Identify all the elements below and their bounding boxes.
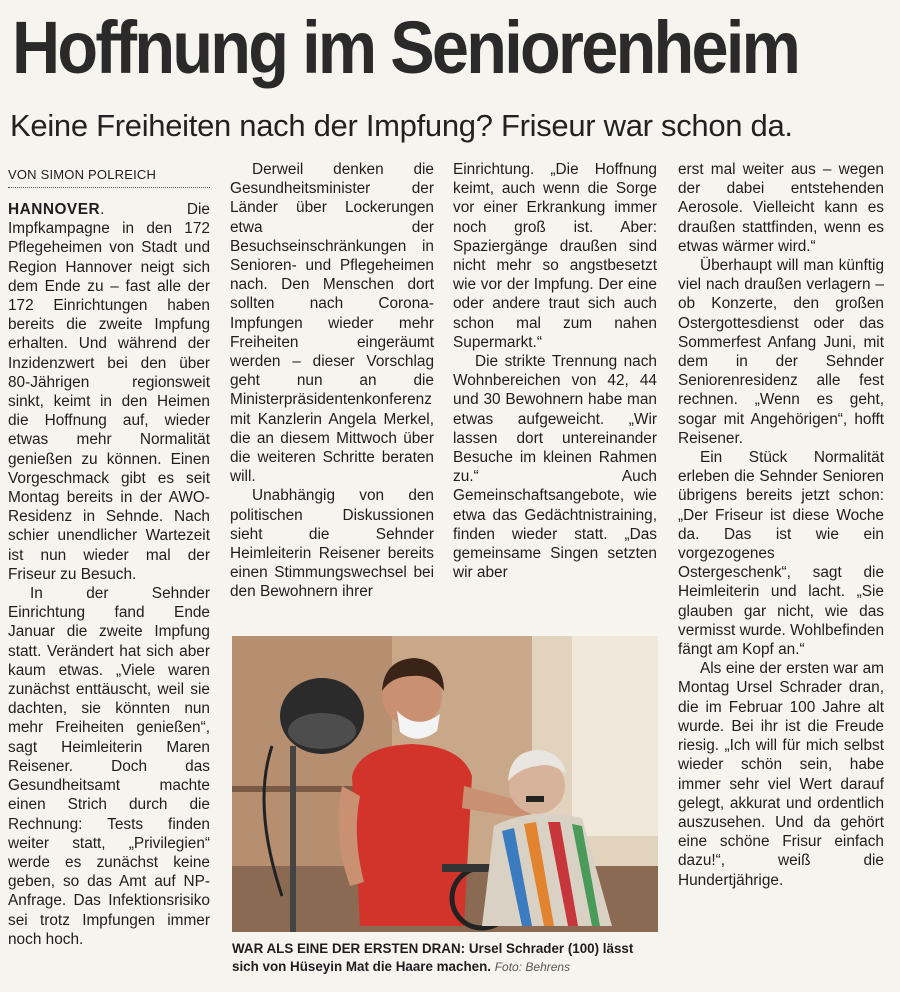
article-paragraph: Derweil denken die Gesundheitsminister der Länder über Lockerungen etwa der Besuchseinschränkungen in Senioren- und Pflegeheimen nach. Den Menschen dort sollten nach Corona-Impfungen wieder mehr Freiheiten eingeräumt werden – dieser Vorschlag geht nun an die Ministerpräsidentenkonferenz mit Kanzlerin Angela Merkel, die an diesem Mittwoch über die weiteren Schritte beraten will. xyxy=(230,161,434,486)
article-column-3 xyxy=(453,160,657,582)
caption-text: Ursel Schrader (100) lässt sich von Hüseyin Mat die Haare machen. xyxy=(232,941,634,974)
article-paragraph: Unabhängig von den politischen Diskussionen sieht die Sehnder Heimleiterin Reisener bereits einen Stimmungswechsel bei den Bewohnern ihrer xyxy=(230,487,434,601)
byline: VON SIMON POLREICH xyxy=(8,166,210,188)
article-photo xyxy=(232,636,658,932)
photo-caption xyxy=(232,940,662,976)
article-column-1 xyxy=(8,160,210,949)
dateline: HANNOVER xyxy=(8,201,101,218)
headline: Hoffnung im Seniorenheim xyxy=(12,6,799,89)
caption-lead: WAR ALS EINE DER ERSTEN DRAN: xyxy=(232,941,466,956)
article-paragraph xyxy=(8,200,210,584)
article-paragraph: Die strikte Trennung nach Wohnbereichen von 42, 44 und 30 Bewohnern habe man etwas aufgeweicht. „Wir lassen dort untereinander Besuche im kleinen Rahmen zu.“ Auch Gemeinschaftsangebote, wie etwa das Gedächtnistraining, finden wieder statt. „Das gemeinsame Singen setzten wir aber xyxy=(453,353,657,582)
article-paragraph: Überhaupt will man künftig viel nach draußen verlagern – ob Konzerte, den großen Ostergottesdienst oder das Sommerfest Anfang Juni, mit dem in der Sehnder Seniorenresidenz alle fest rechnen. „Wenn es geht, sogar mit Angehörigen“, hofft Reisener. xyxy=(678,257,884,447)
article-column-4 xyxy=(678,160,884,890)
paragraph-text: . Die Impfkampagne in den 172 Pflegeheimen von Stadt und Region Hannover neigt sich dem Ende zu – fast alle der 172 Einrichtungen haben bereits die zweite Impfung erhalten. Und während der Inzidenzwert bei den über 80-Jährigen regionsweit sinkt, keimt in den Heimen die Hoffnung auf, wieder etwas mehr Normalität genießen zu können. Einen Vorgeschmack gibt es seit Montag bereits in der AWO-Residenz in Sehnde. Nach schier unendlicher Wartezeit ist nun wieder mal der Friseur zu Besuch. xyxy=(8,201,210,583)
article-paragraph: Einrichtung. „Die Hoffnung keimt, auch wenn die Sorge vor einer Erkrankung immer noch groß ist. Aber: Spaziergänge draußen sind nicht mehr so angstbesetzt wie vor der Impfung. Der eine oder andere traut sich auch schon mal zum nahen Supermarkt.“ xyxy=(453,161,657,351)
subheadline: Keine Freiheiten nach der Impfung? Friseur war schon da. xyxy=(10,108,793,143)
photo-credit: Foto: Behrens xyxy=(494,960,571,974)
article-paragraph: Als eine der ersten war am Montag Ursel Schrader dran, die im Februar 100 Jahre alt wurde. Bei ihr ist die Freude riesig. „Ich will für mich selbst wieder schön sein, habe immer sehr viel Wert darauf gelegt, akkurat und ordentlich auszusehen. Und da gehört eine schöne Frisur einfach dazu!“, weiß die Hundertjährige. xyxy=(678,660,884,889)
article-paragraph: erst mal weiter aus – wegen der dabei entstehenden Aerosole. Vielleicht kann es draußen stattfinden, wenn es etwas wärmer wird.“ xyxy=(678,161,884,255)
photo-hairdresser-illustration xyxy=(232,636,658,932)
article-column-2 xyxy=(230,160,434,602)
article-paragraph: In der Sehnder Einrichtung fand Ende Januar die zweite Impfung statt. Verändert hat sich aber kaum etwas. „Viele waren zunächst enttäuscht, weil sie dachten, sie könnten nun mehr Freiheiten genießen“, sagt Heimleiterin Maren Reisener. Doch das Gesundheitsamt machte einen Strich durch die Rechnung: Tests finden weiter statt, „Privilegien“ werde es zunächst keine geben, so das Amt auf NP-Anfrage. Das Infektionsrisiko sei trotz Impfungen immer noch hoch. xyxy=(8,585,210,948)
article-paragraph: Ein Stück Normalität erleben die Sehnder Senioren übrigens bereits jetzt schon: „Der Friseur ist diese Woche da. Das ist wie ein vorgezogenes Ostergeschenk“, sagt die Heimleiterin und lacht. „Sie glauben gar nicht, wie das vermisst wurde. Wohlbefinden fängt am Kopf an.“ xyxy=(678,449,884,659)
